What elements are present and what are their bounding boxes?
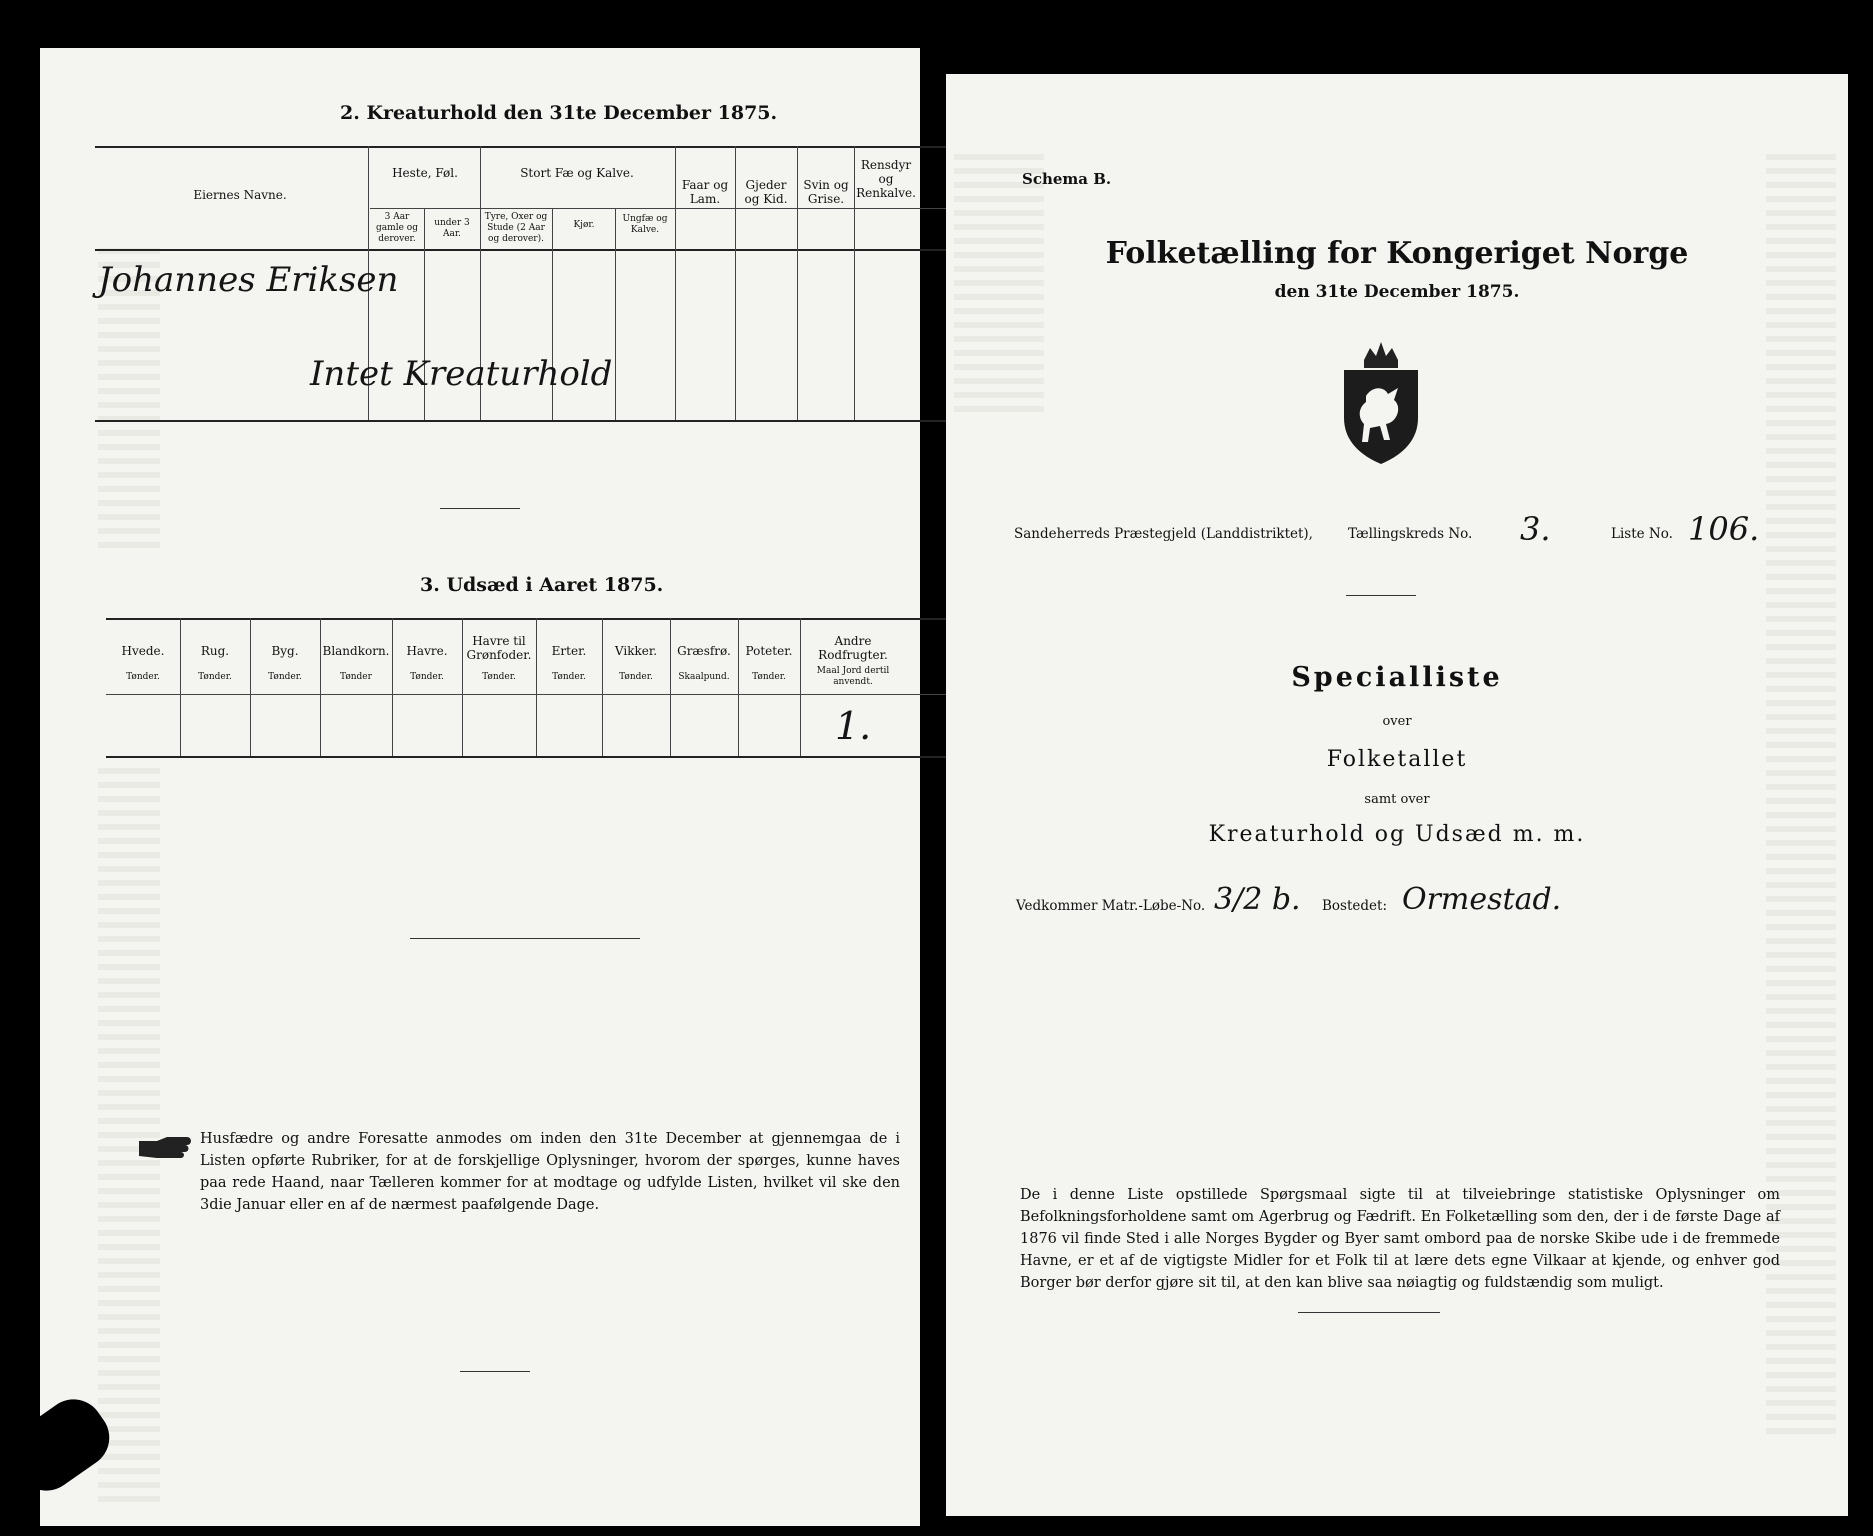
header-horses-under3: under 3 Aar. [434,218,470,239]
bosted-value: Ormestad. [1402,882,1562,917]
table-divider [250,618,251,756]
table-divider [392,618,393,756]
crop-header-name: Byg. [271,644,299,658]
table-divider [675,146,676,420]
table-rule [95,146,965,148]
header-cattle-bulls: Tyre, Oxer og Stude (2 Aar og derover). [484,212,548,244]
header-reindeer: Rensdyr og Renkalve. [856,158,916,200]
crop-header-unit: Tønder [340,672,372,682]
left-page [40,48,920,1526]
kreatur-line: Kreaturhold og Udsæd m. m. [1208,822,1586,847]
table-divider [738,618,739,756]
crop-header-unit: Tønder. [410,672,444,682]
crop-header-name: Hvede. [121,644,165,658]
notice-text: Husfædre og andre Foresatte anmodes om inden den 31te December at gjennemgaa de i Listen opførte Rubriker, for at de forskjellige Oplysninger, hvorom der spørges, kunne haves paa rede Haand, naar Tælleren kommer for at modtage og udfylde Listen, hvilket vil ske den 3die Januar eller en af de nærmest paafølgende Dage. [200,1131,900,1213]
header-owner: Eiernes Navne. [193,188,287,202]
section2-title: 2. Kreaturhold den 31te December 1875. [340,102,778,124]
table-divider [797,146,798,420]
crop-header-unit: Tønder. [268,672,302,682]
crop-header-name: Andre Rodfrugter. [818,634,888,662]
divider-line [460,1371,530,1372]
table-rule [95,249,965,251]
coat-of-arms-icon [1336,336,1426,466]
table-divider [615,208,616,420]
crop-header-name: Vikker. [614,644,658,658]
header-goats: Gjeder og Kid. [744,178,788,206]
date-line: den 31te December 1875. [1274,282,1520,302]
table-divider [180,618,181,756]
over-line: over [1382,714,1412,729]
district-label: Tællingskreds No. [1348,526,1473,542]
table-divider [536,618,537,756]
right-page [946,74,1848,1516]
divider-line [1346,595,1416,596]
matr-label: Vedkommer Matr.-Løbe-No. [1016,898,1206,914]
divider-line [410,938,640,939]
table-rule [370,208,965,209]
table-rule [106,756,966,758]
header-sheep: Faar og Lam. [681,178,729,206]
handwritten-potatoes: 1. [835,704,872,748]
crop-header-name: Erter. [551,644,587,658]
divider-line [1298,1312,1440,1313]
crop-header-unit: Skaalpund. [678,672,730,682]
table-divider [854,146,855,420]
parish-label: Sandeherreds Præstegjeld (Landdistriktet), [1014,526,1313,542]
table-rule [95,420,965,422]
crop-header-name: Poteter. [745,644,793,658]
table-divider [320,618,321,756]
header-cattle: Stort Fæ og Kalve. [520,166,634,180]
samt-over-line: samt over [1364,792,1430,807]
crop-header-name: Græsfrø. [677,644,731,658]
folketallet-line: Folketallet [1326,747,1468,772]
table-divider [602,618,603,756]
crop-header-unit: Tønder. [198,672,232,682]
main-title: Folketælling for Kongeriget Norge [1105,236,1689,271]
crop-header-name: Havre til Grønfoder. [466,634,532,662]
header-cattle-young: Ungfæ og Kalve. [622,214,668,235]
crop-header-name: Rug. [200,644,230,658]
crop-header-unit: Tønder. [619,672,653,682]
crop-header-unit: Maal Jord dertil anvendt. [816,666,890,687]
matr-value: 3/2 b. [1214,882,1301,917]
bosted-label: Bostedet: [1322,898,1387,914]
crop-header-unit: Tønder. [552,672,586,682]
header-cattle-cows: Kjør. [573,220,595,230]
special-title: Specialliste [1291,662,1503,693]
crop-header-unit: Tønder. [482,672,516,682]
intro-text: De i denne Liste opstillede Spørgsmaal sigte til at tilveiebringe statistiske Oplysninger om Befolkningsforholdene samt om Agerbrug og Fædrift. En Folketælling som den, der i de første Dage af 1876 vil finde Sted i alle Norges Bygder og Byer samt ombord paa de norske Skibe ude i de fremmede Havne, er et af de vigtigste Midler for et Folk til at lære dets egne Vilkaar at kjende, og enhver god Borger bør derfor gjøre sit til, at den kan blive saa nøiagtig og fuldstændig som muligt. [1020,1187,1780,1291]
district-value: 3. [1520,510,1551,548]
crop-header-unit: Tønder. [752,672,786,682]
header-horses: Heste, Føl. [392,166,458,180]
pointing-hand-icon [137,1133,197,1163]
list-value: 106. [1688,510,1760,548]
handwritten-owner: Johannes Eriksen [98,260,399,300]
list-label: Liste No. [1611,526,1673,542]
section3-title: 3. Udsæd i Aaret 1875. [420,574,664,596]
crop-header-name: Havre. [406,644,448,658]
crop-header-name: Blandkorn. [322,644,390,658]
header-pigs: Svin og Grise. [803,178,849,206]
schema-label: Schema B. [1022,170,1112,188]
table-divider [735,146,736,420]
header-horses-3yr: 3 Aar gamle og derover. [376,212,418,244]
divider-line [440,508,520,509]
table-divider [670,618,671,756]
handwritten-note: Intet Kreaturhold [310,354,613,394]
crop-header-unit: Tønder. [126,672,160,682]
